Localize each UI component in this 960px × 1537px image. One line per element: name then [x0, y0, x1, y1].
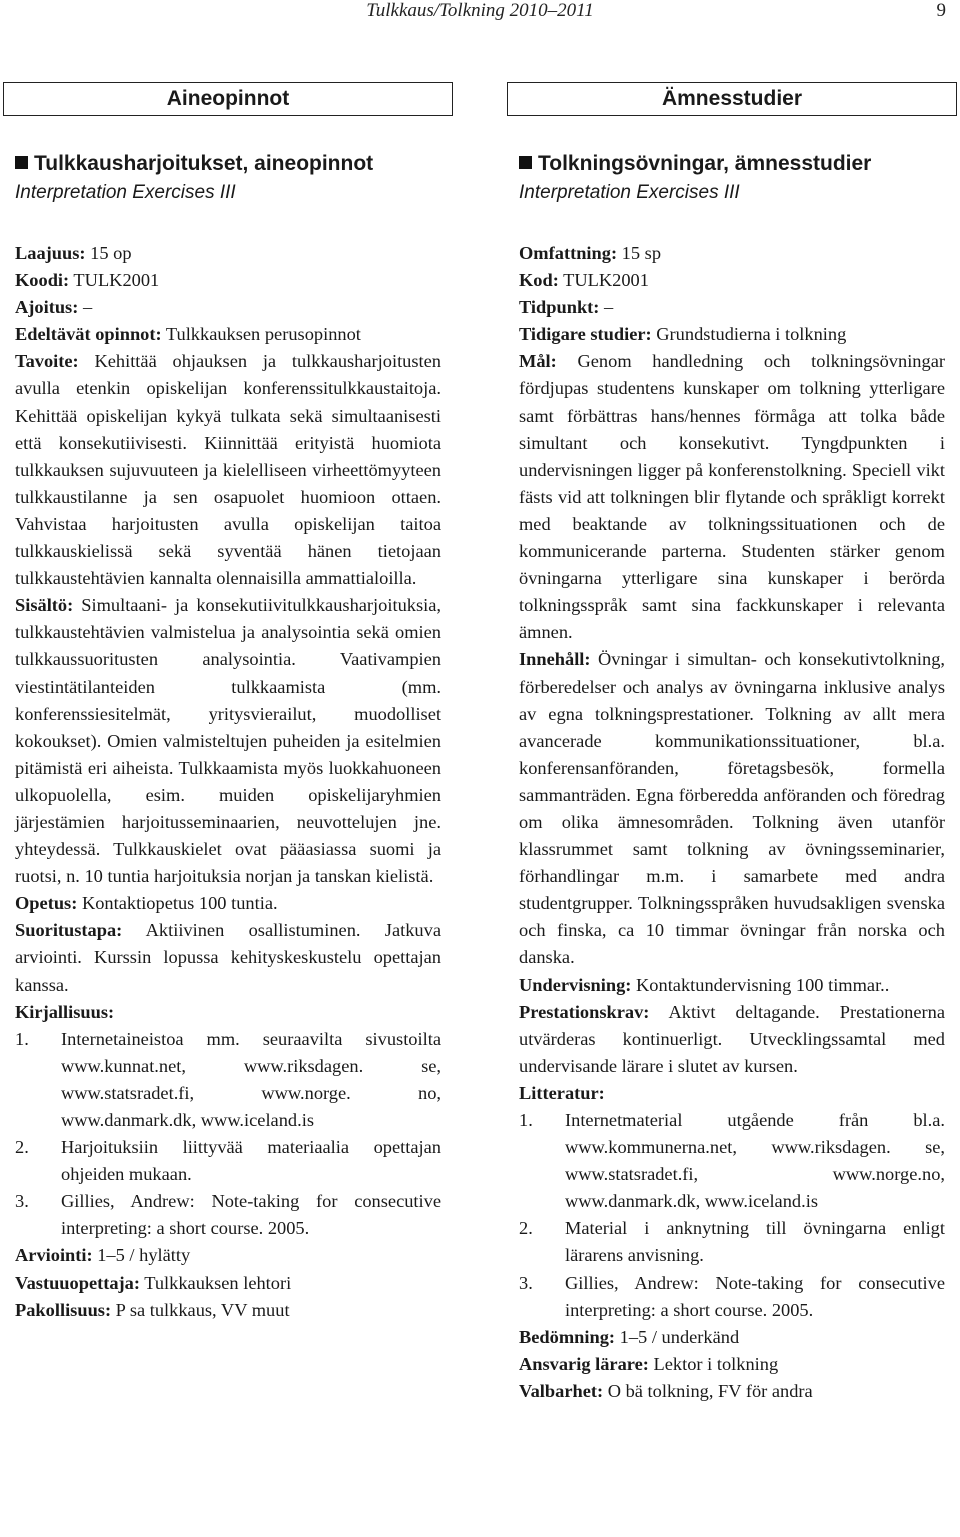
field-value: – — [599, 297, 614, 318]
list-item — [519, 1215, 945, 1269]
field-value: O bä tolkning, FV för andra — [603, 1380, 813, 1401]
field-label: Bedömning: — [519, 1326, 616, 1347]
field-pakollisuus — [15, 1297, 441, 1324]
field-ansvarig-larare — [519, 1351, 945, 1378]
field-value: Aktiivinen osallistuminen. Jatkuva arviointi. Kurssin lopussa kehityskeskustelu opettajan kanssa. — [15, 920, 441, 995]
list-item — [519, 1270, 945, 1324]
right-course-title-text: Tolkningsövningar, ämnesstudier — [538, 152, 872, 175]
field-value: 15 sp — [617, 243, 662, 263]
field-value: 1–5 / hylätty — [92, 1245, 191, 1266]
field-value: Kontaktundervisning 100 timmar.. — [631, 974, 890, 995]
left-course-title — [15, 150, 441, 178]
field-label: Ajoitus: — [15, 297, 79, 318]
field-value: Genom handledning och tolkningsövningar fördjupas studentens kunskaper om tolkning ytterligare samt förbättras hans/hennes förmåga att tolka både simultant och konsekutivt. Tyngdpunkten i undervisningen ligger på konferenstolkning. Speciell vikt fästs vid att tolkningen blir flytande och språkligt korrekt med beaktande av tolkningssituationen och de kommunicerande parterna. Studenten stärker genom övningarna ytterligare sina kunskaper i berörda tolkningsspråk samt sina fackkunskaper i relevanta ämnen. — [519, 351, 945, 643]
field-label: Valbarhet: — [519, 1380, 604, 1401]
field-value: TULK2001 — [558, 270, 649, 291]
list-text: Material i anknytning till övningarna enligt lärarens anvisning. — [565, 1218, 945, 1266]
left-course-title-text: Tulkkausharjoitukset, aineopinnot — [34, 152, 374, 175]
field-edeltavat — [15, 321, 441, 348]
field-valbarhet — [519, 1378, 945, 1405]
field-value: P sa tulkkaus, VV muut — [111, 1299, 290, 1320]
field-laajuus — [15, 240, 441, 267]
field-mal — [519, 348, 945, 646]
list-item — [15, 1026, 441, 1134]
list-item — [519, 1107, 945, 1215]
left-course-subtitle: Interpretation Exercises III — [15, 182, 236, 203]
field-bedomning — [519, 1324, 945, 1351]
field-value: Grundstudierna i tolkning — [651, 324, 847, 345]
list-number: 2. — [15, 1137, 29, 1158]
field-label: Sisältö: — [15, 595, 74, 616]
field-prestationskrav — [519, 999, 945, 1080]
field-label: Pakollisuus: — [15, 1299, 112, 1320]
list-text: Internetmaterial utgående från bl.a. www.kommunerna.net, www.riksdagen. se, www.statsradet.fi, www.norge.no, www.danmark.dk, www.iceland.is — [565, 1110, 945, 1212]
field-label: Arviointi: — [15, 1245, 93, 1266]
right-box-heading: Ämnesstudier — [507, 82, 957, 116]
list-number: 3. — [519, 1272, 533, 1293]
field-koodi — [15, 267, 441, 294]
list-text: Harjoituksiin liittyvää materiaalia opettajan ohjeiden mukaan. — [61, 1137, 441, 1185]
bullet-square-icon — [519, 156, 532, 169]
field-label: Kod: — [519, 270, 559, 291]
field-value: Kontaktiopetus 100 tuntia. — [77, 893, 278, 914]
right-course-title — [519, 150, 945, 178]
list-number: 1. — [519, 1110, 533, 1130]
field-label: Undervisning: — [519, 974, 632, 995]
list-number: 2. — [519, 1218, 533, 1239]
page-number: 9 — [936, 0, 946, 21]
field-label: Omfattning: — [519, 243, 618, 263]
left-fields — [15, 240, 441, 1324]
field-litteratur — [519, 1080, 945, 1107]
field-value: Tulkkauksen perusopinnot — [161, 324, 361, 345]
field-tavoite — [15, 348, 441, 592]
field-label: Tavoite: — [15, 351, 79, 372]
left-column — [3, 82, 453, 1324]
field-label: Tidpunkt: — [519, 297, 600, 318]
list-item — [15, 1134, 441, 1188]
field-ajoitus — [15, 294, 441, 321]
field-omfattning — [519, 240, 945, 267]
field-arviointi — [15, 1242, 441, 1269]
field-label: Litteratur: — [519, 1082, 605, 1103]
field-label: Innehåll: — [519, 649, 591, 670]
running-title: Tulkkaus/Tolkning 2010–2011 — [366, 0, 594, 21]
field-value: Aktivt deltagande. Prestationerna utvärderas kontinuerligt. Utvecklingssamtal med undervisande lärare i slutet av kursen. — [519, 1001, 945, 1076]
field-label: Ansvarig lärare: — [519, 1353, 649, 1374]
field-label: Tidigare studier: — [519, 324, 652, 345]
list-text: Internetaineistoa mm. seuraavilta sivustoilta www.kunnat.net, www.riksdagen. se, www.statsradet.fi, www.norge. no, www.danmark.dk, www.iceland.is — [61, 1028, 441, 1130]
field-sisalto — [15, 592, 441, 890]
field-opetus — [15, 890, 441, 917]
list-text: Gillies, Andrew: Note-taking for consecutive interpreting: a short course. 2005. — [565, 1272, 945, 1320]
field-value: Övningar i simultan- och konsekutivtolkning, förberedelser och analys av övningarna inklusive analys av egna tolkningsprestationer. Tolkning av allt mera avancerade kommunikationssituationer, bl.a. konferensanföranden, företagsbesök, formella sammanträden. Egna förberedda anföranden och föredrag om olika ämnesområden. Tolkning även utanför klassrummet samt tolkning av övningsseminarier, förhandlingar m.m. i samarbete med andra studentgrupper. Tolkningsspråken huvudsakligen svenska och finska, ca 10 timmar övningar från norska och danska. — [519, 649, 945, 968]
field-kod — [519, 267, 945, 294]
field-innehall — [519, 646, 945, 971]
field-label: Koodi: — [15, 270, 70, 291]
left-reference-list — [15, 1026, 441, 1243]
list-number: 1. — [15, 1028, 29, 1049]
field-label: Suoritustapa: — [15, 920, 123, 941]
right-fields — [519, 240, 945, 1405]
field-label: Laajuus: — [15, 243, 86, 263]
left-box-heading: Aineopinnot — [3, 82, 453, 116]
right-column — [507, 82, 957, 1405]
right-reference-list — [519, 1107, 945, 1324]
field-vastuuopettaja — [15, 1270, 441, 1297]
page-header — [0, 0, 960, 26]
field-value: Lektor i tolkning — [648, 1353, 779, 1374]
field-value: TULK2001 — [69, 270, 160, 291]
bullet-square-icon — [15, 156, 28, 169]
field-suoritustapa — [15, 917, 441, 998]
field-value: – — [78, 297, 93, 318]
field-label: Edeltävät opinnot: — [15, 324, 162, 345]
field-undervisning — [519, 972, 945, 999]
right-course-subtitle: Interpretation Exercises III — [519, 182, 740, 203]
field-value: Kehittää ohjauksen ja tulkkausharjoitusten avulla etenkin opiskelijan konferenssitulkkaustaitoja. Kehittää opiskelijan kykyä tulkata sekä simultaanisesti että konsekutiivisesti. Kiinnittää erityistä huomiota tulkkauksen sujuvuuteen ja kielelliseen virheettömyyteen tulkkaustilanne ja sen osapuolet huomioon ottaen. Vahvistaa harjoitusten avulla opiskelijan taitoa tulkkauskielissä sekä syventää hänen tietojaan tulkkaustehtävien kannalta olennaisilla ammattialoilla. — [15, 351, 441, 589]
field-label: Mål: — [519, 351, 557, 372]
field-label: Prestationskrav: — [519, 1001, 650, 1022]
field-kirjallisuus — [15, 999, 441, 1026]
list-number: 3. — [15, 1191, 29, 1212]
field-value: Tulkkauksen lehtori — [140, 1272, 292, 1293]
field-label: Vastuuopettaja: — [15, 1272, 140, 1293]
list-item — [15, 1188, 441, 1242]
field-tidpunkt — [519, 294, 945, 321]
field-value: 1–5 / underkänd — [615, 1326, 740, 1347]
field-value: 15 op — [85, 243, 132, 263]
field-value: Simultaani- ja konsekutiivitulkkausharjoituksia, tulkkaustehtävien valmistelua ja analysointia sekä omien tulkkaussuoritusten analysointia. Vaativampien viestintätilanteiden tulkkaamista (mm. konferenssiesitelmät, yritysvierailut, muodolliset kokoukset). Omien valmisteltujen puheiden ja esitelmien pitämistä eri aiheista. Tulkkaamista myös luokkahuoneen ulkopuolella, esim. muiden opiskelijaryhmien järjestämien harjoitusseminaarien, neuvottelujen jne. yhteydessä. Tulkkauskielet ovat pääasiassa suomi ja ruotsi, n. 10 tuntia harjoituksia norjan ja tanskan kielistä. — [15, 595, 441, 887]
list-text: Gillies, Andrew: Note-taking for consecutive interpreting: a short course. 2005. — [61, 1191, 441, 1239]
field-tidigare-studier — [519, 321, 945, 348]
field-label: Opetus: — [15, 893, 78, 914]
field-label: Kirjallisuus: — [15, 1001, 115, 1022]
